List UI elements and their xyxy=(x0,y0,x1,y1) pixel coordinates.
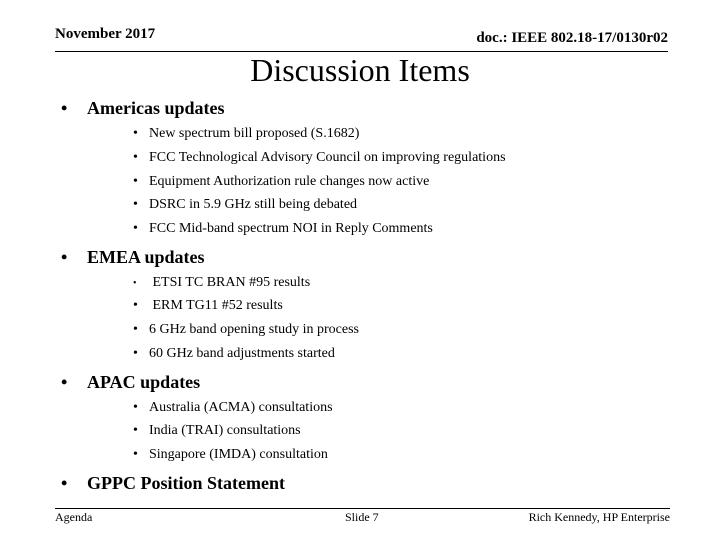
list-item: • 60 GHz band adjustments started xyxy=(133,346,335,361)
bullet-icon: • xyxy=(133,150,138,165)
list-item: • ERM TG11 #52 results xyxy=(133,298,283,313)
section-heading-emea: • EMEA updates xyxy=(61,247,205,267)
bullet-icon: • xyxy=(133,346,138,361)
list-item: • FCC Mid-band spectrum NOI in Reply Comments xyxy=(133,221,433,236)
section-heading-americas: • Americas updates xyxy=(61,98,225,118)
list-item: • Australia (ACMA) consultations xyxy=(133,400,333,415)
list-item: • 6 GHz band opening study in process xyxy=(133,322,359,337)
bullet-icon: • xyxy=(61,98,68,118)
list-item: • India (TRAI) consultations xyxy=(133,423,301,438)
bullet-icon: • xyxy=(133,197,138,212)
list-item: • FCC Technological Advisory Council on improving regulations xyxy=(133,150,506,165)
list-item: • ETSI TC BRAN #95 results xyxy=(133,275,311,290)
list-item: • DSRC in 5.9 GHz still being debated xyxy=(133,197,358,212)
bullet-icon: • xyxy=(133,278,137,289)
section-heading-gppc: • GPPC Position Statement xyxy=(61,473,285,493)
bullet-icon: • xyxy=(61,247,68,267)
slide-title: Discussion Items xyxy=(250,52,470,88)
bullet-icon: • xyxy=(133,298,138,313)
footer-author: Rich Kennedy, HP Enterprise xyxy=(528,510,670,524)
bullet-icon: • xyxy=(133,322,138,337)
list-item: • Singapore (IMDA) consultation xyxy=(133,447,328,462)
bullet-icon: • xyxy=(133,447,138,462)
bullet-icon: • xyxy=(133,174,138,189)
section-heading-apac: • APAC updates xyxy=(61,372,201,392)
footer-slide-number: Slide 7 xyxy=(345,510,379,524)
header-date: November 2017 xyxy=(55,26,156,42)
header-doc-id: doc.: IEEE 802.18-17/0130r02 xyxy=(476,30,668,46)
list-item: • New spectrum bill proposed (S.1682) xyxy=(133,126,360,141)
footer-left: Agenda xyxy=(55,510,93,524)
bullet-icon: • xyxy=(61,473,68,493)
bullet-icon: • xyxy=(61,372,68,392)
footer-rule xyxy=(55,508,670,509)
bullet-icon: • xyxy=(133,221,138,236)
list-item: • Equipment Authorization rule changes now active xyxy=(133,174,430,189)
bullet-icon: • xyxy=(133,126,138,141)
bullet-icon: • xyxy=(133,400,138,415)
bullet-icon: • xyxy=(133,423,138,438)
